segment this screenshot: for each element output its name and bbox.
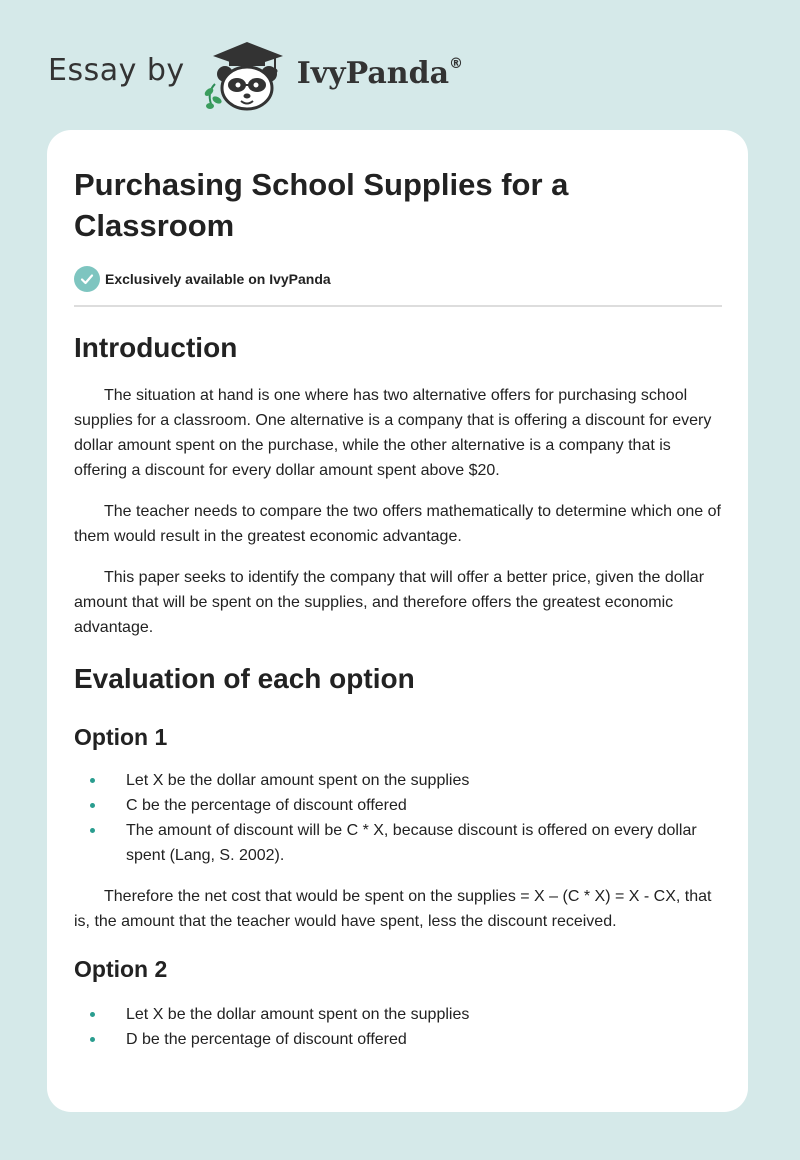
article-card [47,130,748,1112]
brand-name: IvyPanda® [296,55,464,91]
brand-header[interactable] [48,34,463,114]
introduction-heading: Introduction [74,332,238,363]
list-item: D be the percentage of discount offered [74,1027,722,1052]
exclusive-label: Exclusively available on IvyPanda [105,271,331,287]
option-1-heading: Option 1 [74,724,168,750]
bullet-dot-icon [90,1037,95,1042]
registered-mark: ® [449,55,464,72]
option-1-list [74,768,722,868]
intro-paragraph-3: This paper seeks to identify the company that will offer a better price, given the dollar amount that will be spent on the supplies, and therefore offers the greatest economic advantage. [74,569,705,636]
exclusive-badge [74,266,722,292]
list-item: C be the percentage of discount offered [74,793,722,818]
evaluation-heading: Evaluation of each option [74,663,415,694]
intro-paragraph-2: The teacher needs to compare the two offers mathematically to determine which one of them would result in the greatest economic advantage. [74,503,721,545]
panda-logo-icon [201,34,293,114]
option-2-list [74,1002,722,1052]
bullet-dot-icon [90,803,95,808]
list-item: Let X be the dollar amount spent on the supplies [74,1002,722,1027]
list-item: The amount of discount will be C * X, because discount is offered on every dollar spent (Lang, S. 2002). [74,818,722,868]
option-2-heading: Option 2 [74,956,168,982]
article-title: Purchasing School Supplies for a Classroom [74,167,569,243]
bullet-dot-icon [90,1012,95,1017]
intro-paragraph-1: The situation at hand is one where has two alternative offers for purchasing school supplies for a classroom. One alternative is a company that is offering a discount for every dollar amount spent on the purchase, while the other alternative is a company that is offering a discount for every dollar amount spent above $20. [74,387,712,479]
check-icon [74,266,100,292]
list-item: Let X be the dollar amount spent on the supplies [74,768,722,793]
bullet-dot-icon [90,778,95,783]
bullet-dot-icon [90,828,95,833]
essay-by-label: Essay by [48,52,185,88]
option-1-paragraph: Therefore the net cost that would be spent on the supplies = X – (C * X) = X - CX, that is, the amount that the teacher would have spent, less the discount received. [74,888,712,930]
divider [74,305,722,307]
